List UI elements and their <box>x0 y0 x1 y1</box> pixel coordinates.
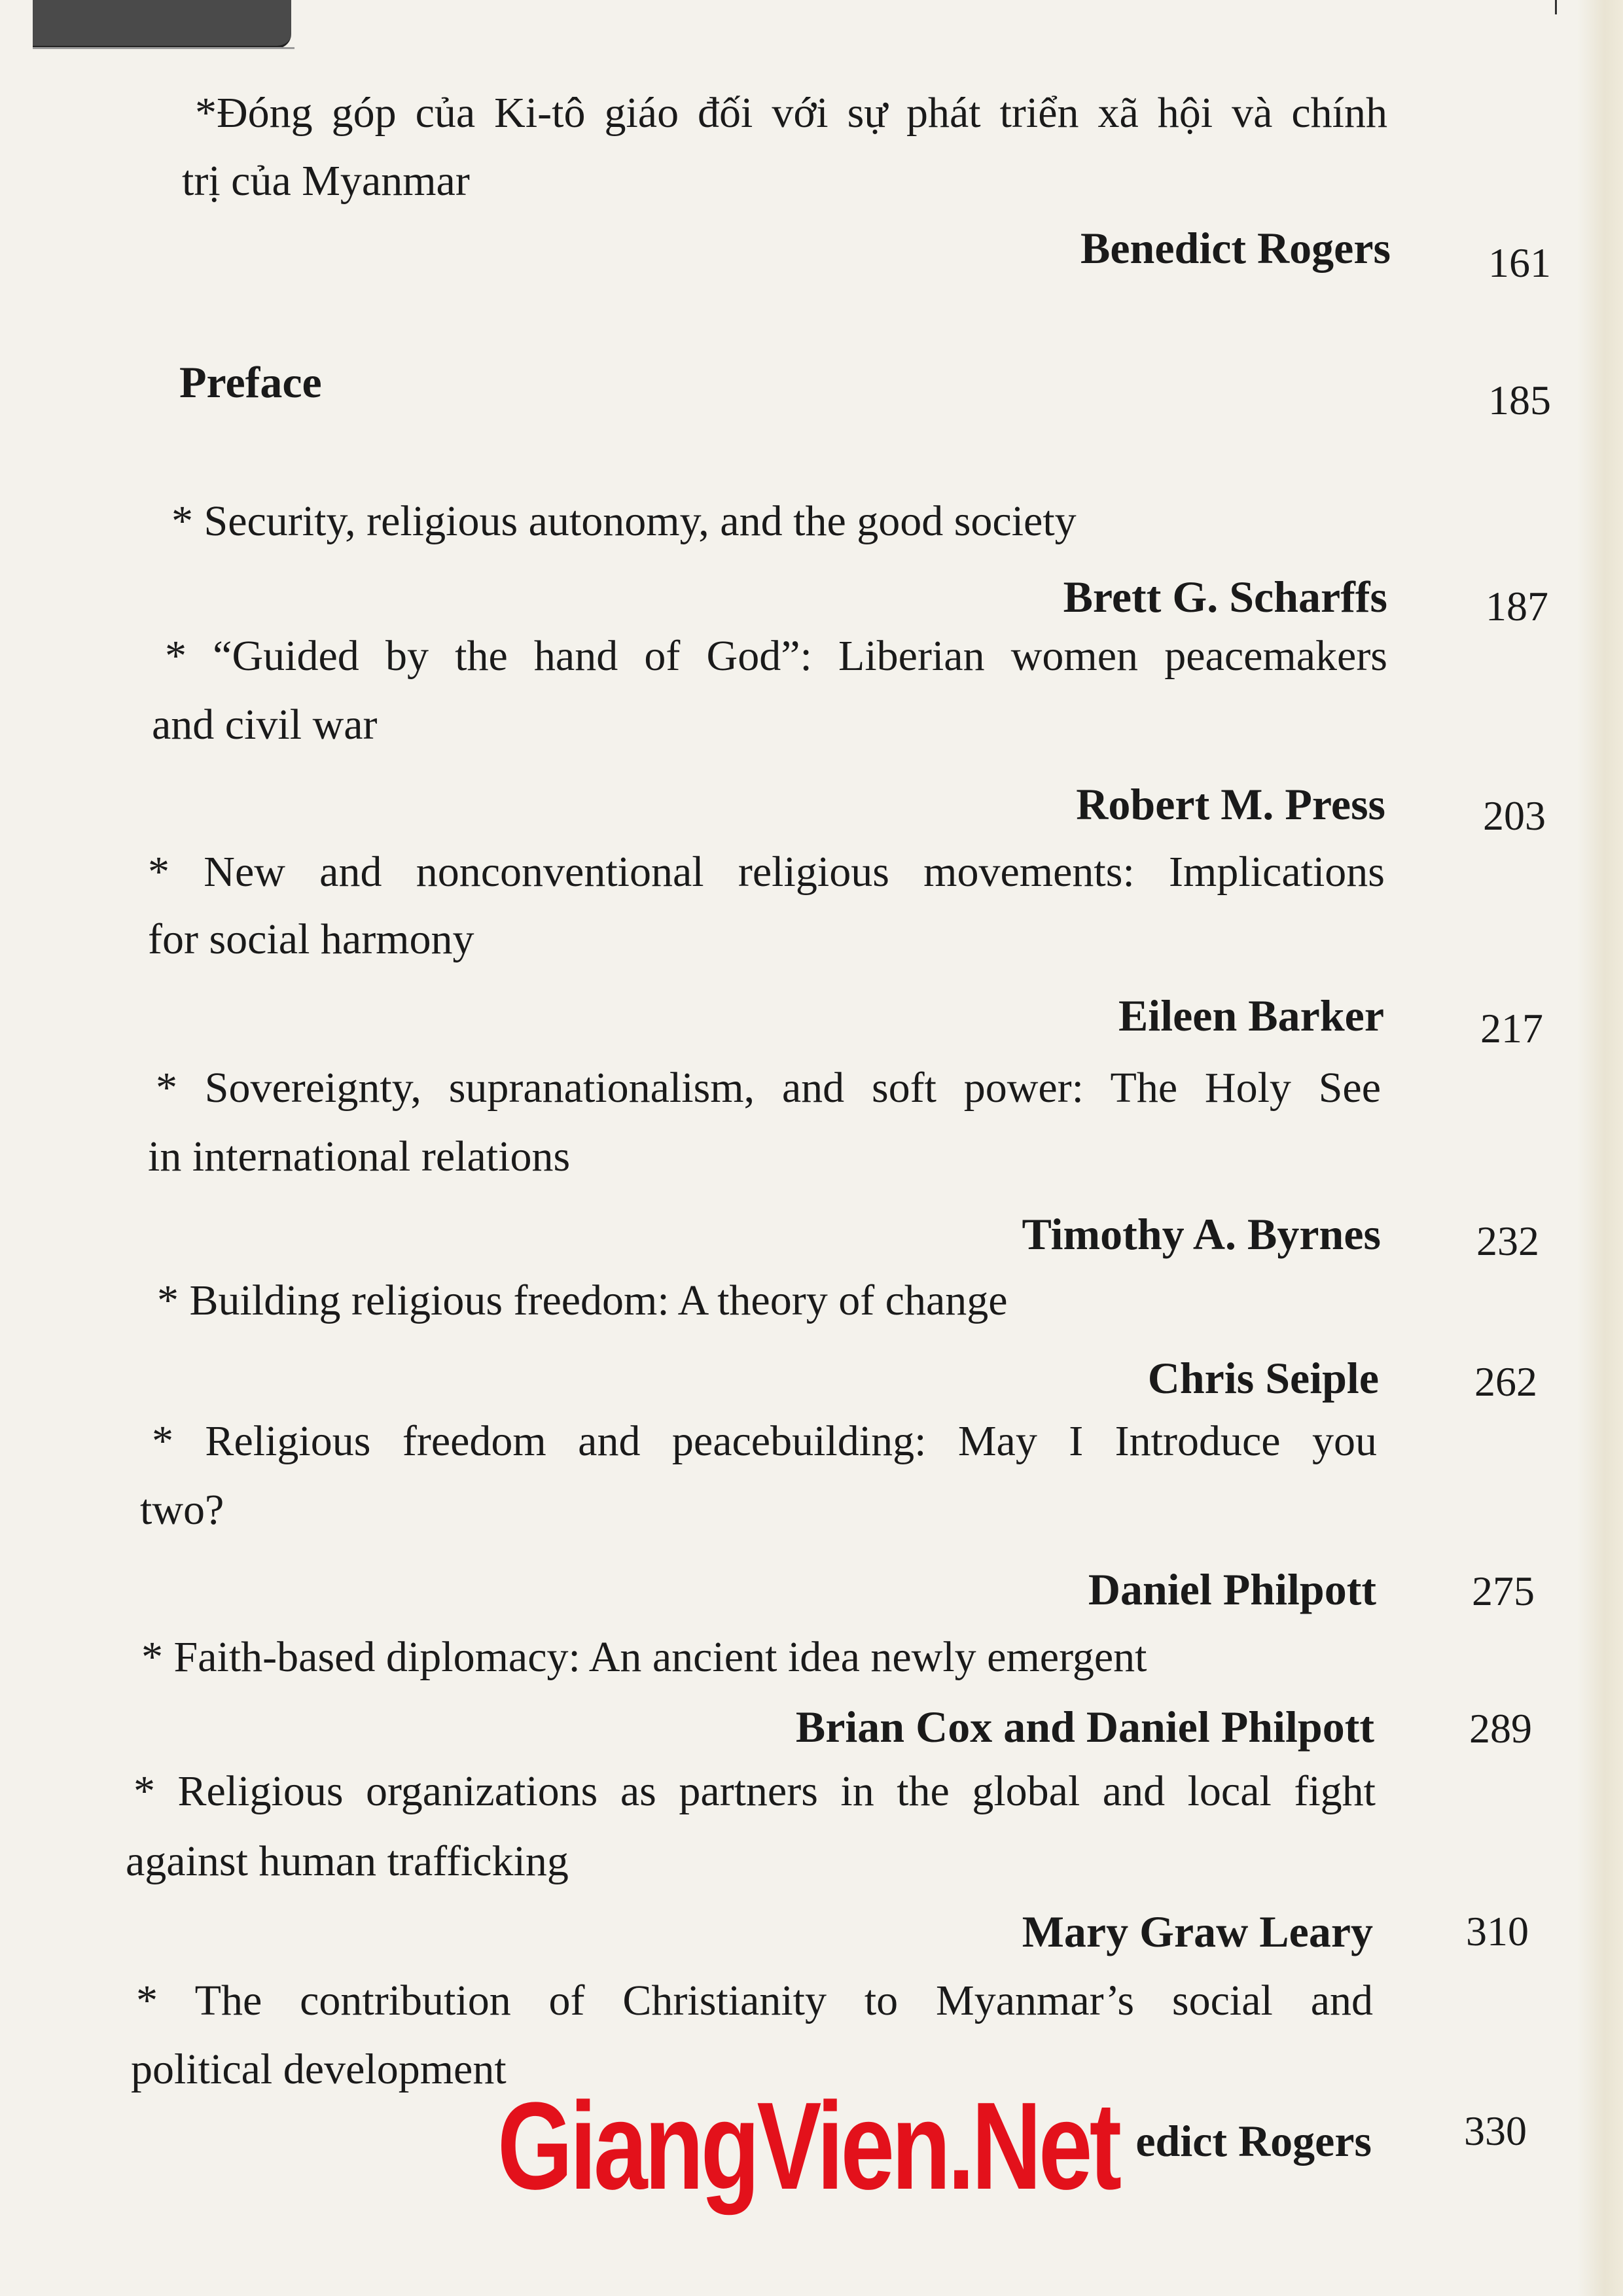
toc-entry-page: 161 <box>1488 239 1551 286</box>
toc-entry-page: 217 <box>1480 1005 1543 1051</box>
toc-entry-author: Mary Graw Leary <box>1022 1907 1373 1956</box>
toc-entry-author: Brian Cox and Daniel Philpott <box>795 1702 1374 1752</box>
toc-entry-page: 330 <box>1464 2108 1527 2154</box>
page-corner-tab <box>33 0 291 48</box>
toc-entry-page: 187 <box>1486 583 1548 629</box>
top-tick <box>1555 0 1557 14</box>
toc-entry-page: 275 <box>1472 1568 1535 1614</box>
toc-entry-author: Eileen Barker <box>1118 991 1384 1040</box>
toc-entry-title: Preface <box>179 357 322 407</box>
toc-entry-title: for social harmony <box>148 915 474 963</box>
toc-entry-title: * Faith-based diplomacy: An ancient idea newly emergent <box>141 1633 1147 1681</box>
toc-entry-title: * Religious organizations as partners in the global and local fight <box>134 1767 1376 1815</box>
toc-entry-title: in international relations <box>148 1133 571 1180</box>
toc-entry-title: * The contribution of Christianity to Myanmar’s social and <box>136 1977 1373 2024</box>
toc-entry-author: Daniel Philpott <box>1088 1564 1376 1614</box>
toc-entry-title: * Building religious freedom: A theory of change <box>157 1277 1008 1324</box>
toc-entry-author: Robert M. Press <box>1076 779 1385 829</box>
toc-entry-title: * Sovereignty, supranationalism, and soft power: The Holy See <box>156 1064 1381 1112</box>
toc-entry-title: * Religious freedom and peacebuilding: May I Introduce you <box>152 1417 1377 1465</box>
toc-entry-page: 232 <box>1476 1218 1539 1264</box>
toc-entry-title: *Đóng góp của Ki-tô giáo đối với sự phát triển xã hội và chính <box>195 89 1387 137</box>
toc-entry-title: * Security, religious autonomy, and the good society <box>171 497 1077 545</box>
toc-entry-title: two? <box>140 1486 224 1534</box>
toc-entry-page: 203 <box>1483 792 1546 839</box>
toc-entry-title: * New and nonconventional religious movements: Implications <box>148 848 1385 896</box>
toc-entry-author: edict Rogers <box>1135 2116 1372 2166</box>
toc-entry-author: Chris Seiple <box>1147 1353 1379 1403</box>
toc-entry-title: against human trafficking <box>126 1837 569 1885</box>
toc-entry-page: 310 <box>1466 1908 1529 1954</box>
toc-entry-title: and civil war <box>152 701 378 749</box>
toc-entry-author: Timothy A. Byrnes <box>1022 1209 1381 1259</box>
toc-entry-page: 262 <box>1474 1358 1537 1405</box>
toc-entry-page: 289 <box>1469 1705 1532 1752</box>
toc-entry-page: 185 <box>1488 377 1551 423</box>
toc-entry-title: trị của Myanmar <box>182 157 470 205</box>
toc-entry-author: Brett G. Scharffs <box>1063 572 1387 622</box>
toc-entry-title: political development <box>131 2045 507 2093</box>
toc-entry-author: Benedict Rogers <box>1080 223 1391 273</box>
watermark-logo: GiangVien.Net <box>497 2077 1119 2216</box>
page-edge-shadow <box>1577 0 1623 2296</box>
toc-entry-title: * “Guided by the hand of God”: Liberian women peacemakers <box>165 632 1387 680</box>
top-rule <box>33 47 294 49</box>
